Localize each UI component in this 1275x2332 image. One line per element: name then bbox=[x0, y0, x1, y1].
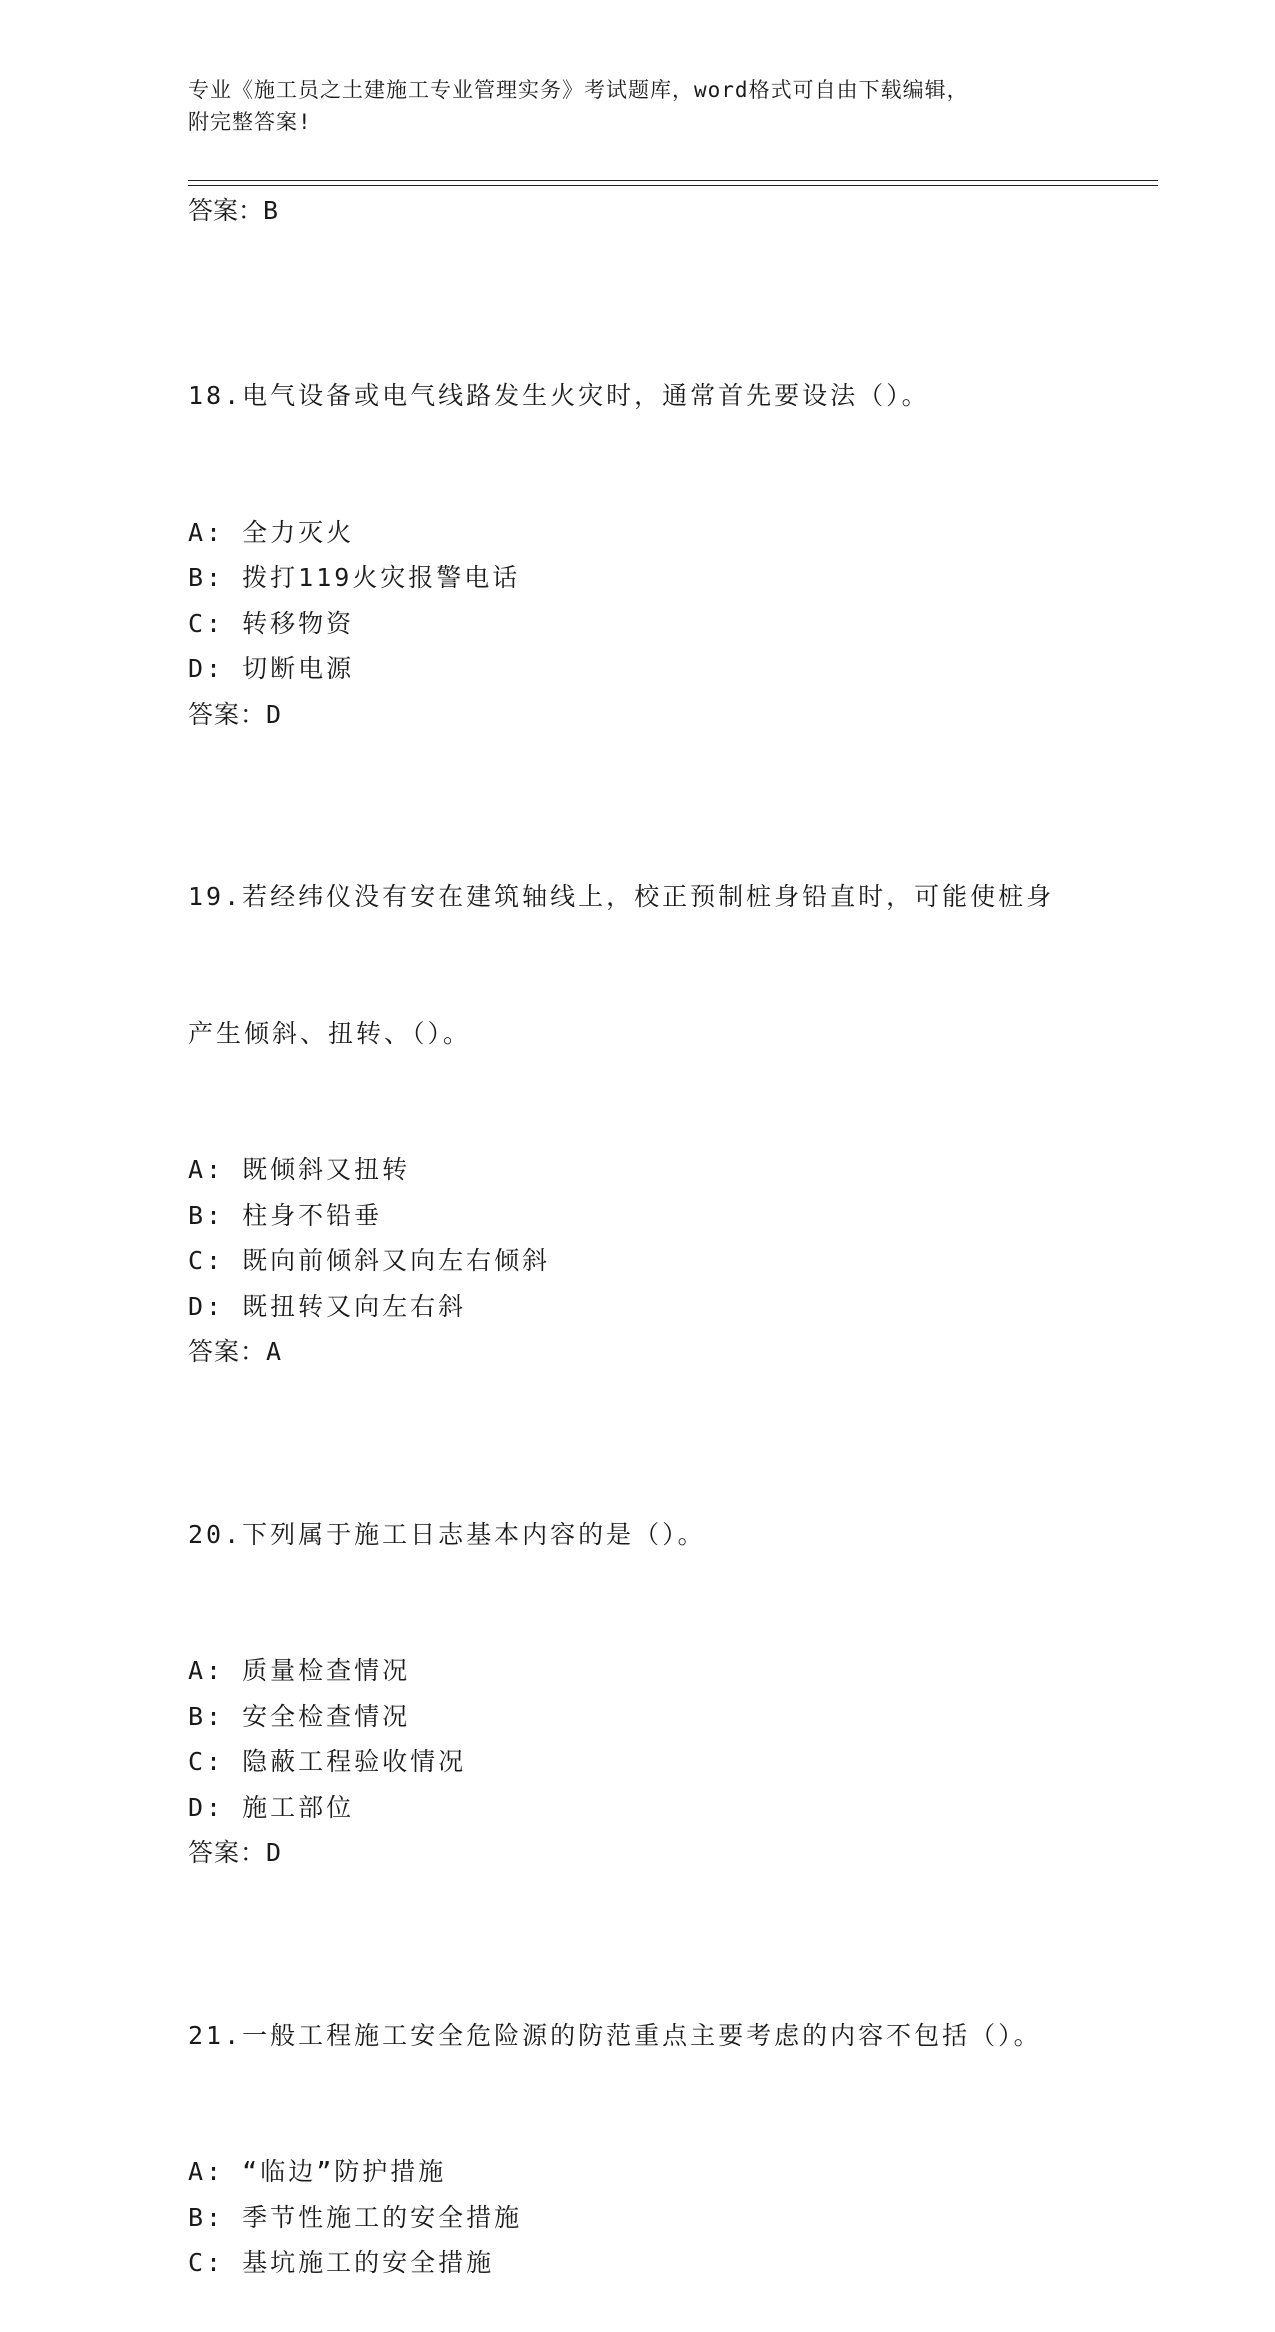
document-page bbox=[188, 0, 1158, 2277]
answer: 答案：D bbox=[188, 699, 283, 729]
question-18 bbox=[188, 282, 1088, 737]
question-text-line: 20.下列属于施工日志基本内容的是（）。 bbox=[188, 1519, 706, 1549]
option-b: B: 柱身不铅垂 bbox=[188, 1200, 383, 1230]
option-b: B: 季节性施工的安全措施 bbox=[188, 2202, 523, 2232]
option-c: C: 基坑施工的安全措施 bbox=[188, 2248, 495, 2277]
question-text-line: 19.若经纬仪没有安在建筑轴线上，校正预制桩身铅直时，可能使桩身 bbox=[188, 882, 1055, 911]
option-d: D: 切断电源 bbox=[188, 654, 355, 683]
option-b: B: 安全检查情况 bbox=[188, 1701, 411, 1731]
answer-previous-question: 答案：B bbox=[188, 196, 279, 225]
option-a: A: 全力灭火 bbox=[188, 517, 355, 547]
question-text-line: 产生倾斜、扭转、（）。 bbox=[188, 1018, 472, 1048]
question-21 bbox=[188, 1922, 1088, 2286]
option-a: A: “临边”防护措施 bbox=[188, 2157, 447, 2186]
question-text bbox=[188, 1421, 1088, 1649]
question-19 bbox=[188, 783, 1088, 1375]
option-d: D: 施工部位 bbox=[188, 1792, 355, 1822]
header-divider bbox=[188, 180, 1158, 186]
header-line-2: 附完整答案! bbox=[188, 110, 312, 134]
question-text bbox=[188, 783, 1088, 1147]
option-c: C: 转移物资 bbox=[188, 608, 355, 638]
question-list bbox=[188, 282, 1088, 2332]
question-text bbox=[188, 282, 1088, 510]
question-text-line: 18.电气设备或电气线路发生火灾时，通常首先要设法（）。 bbox=[188, 381, 930, 410]
document-header bbox=[188, 74, 1068, 138]
option-c: C: 既向前倾斜又向左右倾斜 bbox=[188, 1246, 551, 1275]
answer: 答案：A bbox=[188, 1337, 283, 1366]
option-a: A: 质量检查情况 bbox=[188, 1656, 411, 1685]
option-b: B: 拨打119火灾报警电话 bbox=[188, 563, 521, 592]
option-a: A: 既倾斜又扭转 bbox=[188, 1155, 411, 1184]
question-text bbox=[188, 1922, 1088, 2150]
question-text-line: 21.一般工程施工安全危险源的防范重点主要考虑的内容不包括（）。 bbox=[188, 2020, 1042, 2050]
option-c: C: 隐蔽工程验收情况 bbox=[188, 1747, 467, 1776]
question-20 bbox=[188, 1421, 1088, 1876]
header-line-1: 专业《施工员之土建施工专业管理实务》考试题库，word格式可自由下载编辑， bbox=[188, 78, 969, 102]
option-d: D: 既扭转又向左右斜 bbox=[188, 1291, 467, 1321]
answer: 答案：D bbox=[188, 1838, 283, 1867]
